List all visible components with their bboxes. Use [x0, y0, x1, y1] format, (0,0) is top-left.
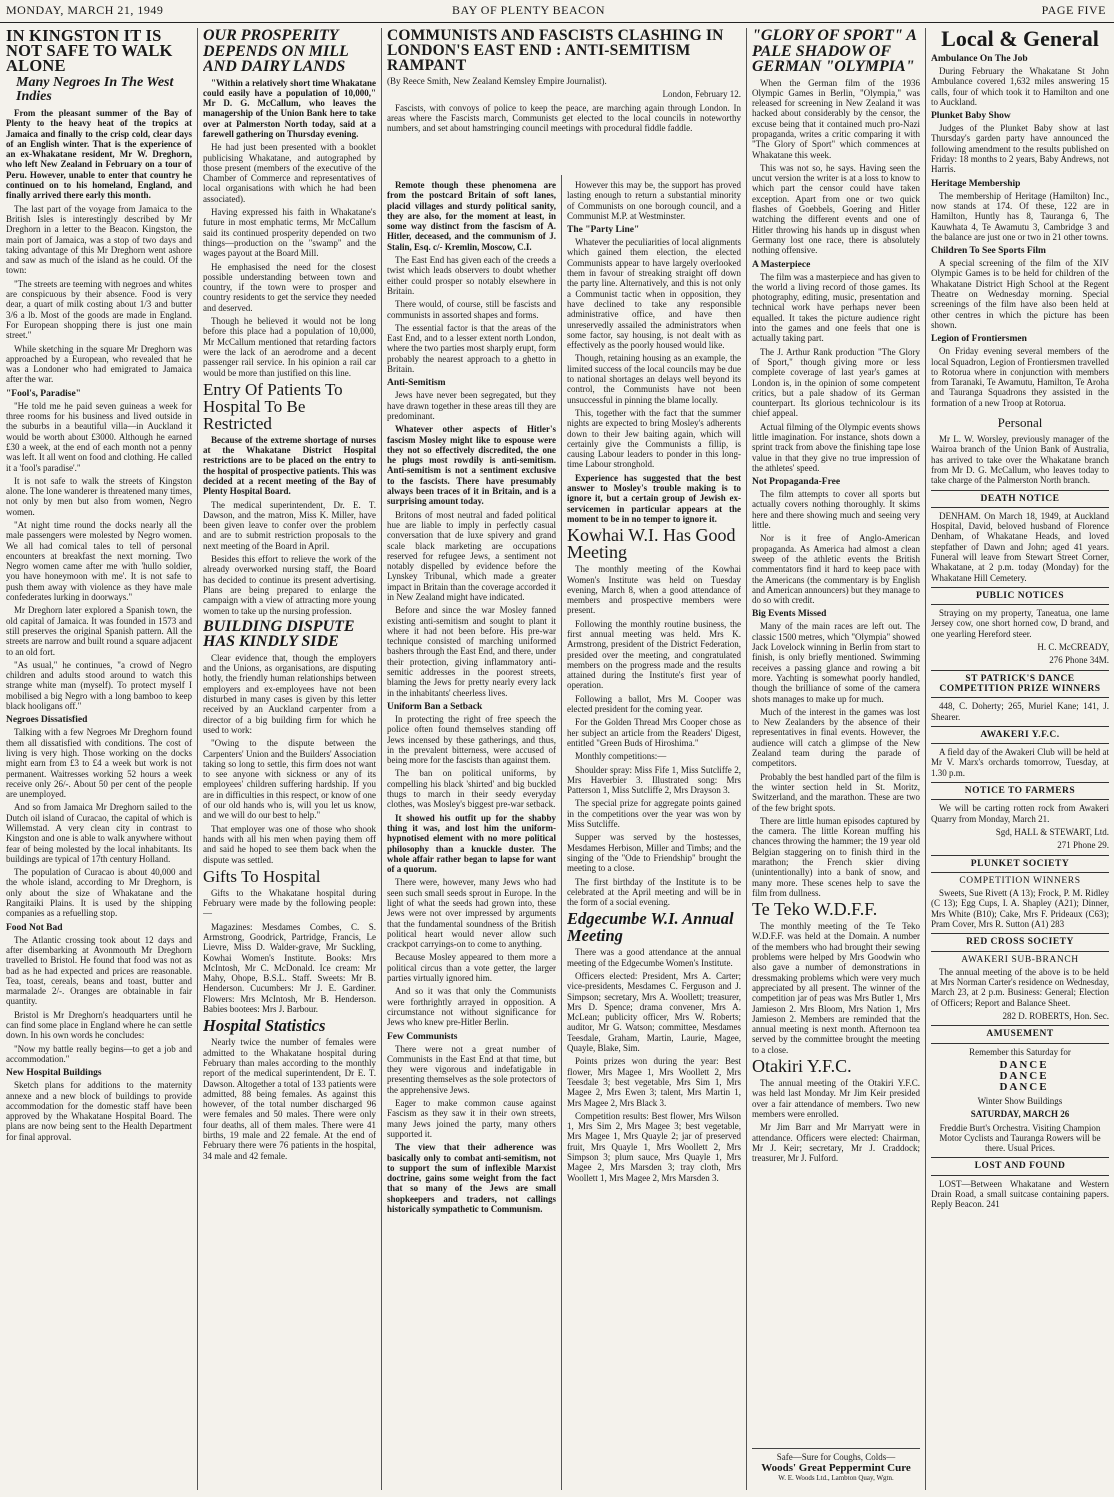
plunket-heading: PLUNKET SOCIETY — [931, 855, 1109, 873]
lead-paragraph: Remote though these phenomena are from the postcard Britain of soft lanes, placid villages and sturdy political sanity, they are also, for the moment at least, in some way distinct from the fascism of A. Hitler, deceased, and the communism of J. Stalin, Esq. c/- Kremlin, Moscow, C.I. — [387, 180, 556, 252]
intro-paragraph: Fascists, with convoys of police to keep the peace, are marching again through London. In areas where the Fascists march, Communists get elected to the local councils in noteworthy numbers, and set about hamstringing council meetings with procedural fiddle faddle. — [387, 102, 741, 134]
paragraph: The film attempts to cover all sports but actually covers nothing thoroughly. It skims here and there showing much and seeing very little. — [752, 489, 920, 531]
headline-kowhai: Kowhai W.I. Has Good Meeting — [567, 525, 736, 563]
paragraph: Clear evidence that, though the employers and the Unions, as organisations, are disputing hotly, the friendly human relationships between employers and ex-employees have not been disturbed in many cases is given by this letter received by an Auckland carpenter from a director of a big building firm for which he used to work: — [203, 652, 376, 735]
paragraph: The essential factor is that the areas of the East End, and to a lesser extent north London, where the two parties most sharply erupt, form probably the nearest approach to a ghetto in Britain. — [387, 322, 556, 375]
local-item-title: Ambulance On The Job — [931, 54, 1028, 64]
paragraph-group — [752, 272, 920, 474]
local-item-text: A special screening of the film of the XIV Olympic Games is to be held for children of the Whakatane District High School at the Regent Theatre on Wednesday morning. Special screenings of the film have also been held at other centres in which the picture has been shown. — [931, 258, 1109, 330]
section-heading: Negroes Dissatisfied — [6, 715, 88, 726]
paragraph: The film was a masterpiece and has given to the world a living record of those games. Its photography, editing, music, presentation and technical work have perhaps never been equalled. It takes the picture audience right into the games and one feels that one is actually taking part. — [752, 271, 920, 344]
paragraph: There were, however, many Jews who had seen such small seeds sprout in Europe. In the light of what the seeds had grown into, these Jews were not over impressed by arguments that the fundamental soundness of the British political heart would never allow such crackpot carryings-on to come to anything. — [387, 877, 556, 950]
paragraph-group — [752, 1078, 920, 1163]
paragraph: The medical superintendent, Dr. E. T. Dawson, and the matron, Miss K. Miller, have been given leave to confer over the problem and are to submit restriction proposals to the next meeting of the Board in April. — [203, 499, 376, 551]
paragraph: And so it was that only the Communists were forthrightly arrayed in opposition. A circumstance not without significance for Jews who knew pre-Hitler Berlin. — [387, 986, 556, 1028]
paragraph: Much of the interest in the games was lost to New Zealanders by the absence of their representatives in final events. However, the audience will catch a glimpse of the New Zealand team during the parade of competitors. — [752, 706, 920, 769]
local-item-text: Judges of the Plunket Baby show at last Thursday's garden party have announced the following amendment to the results published on Friday: 18 months to 2 years, Baby Andrews, not Harris. — [931, 123, 1109, 175]
headline-hospital-entry: Entry Of Patients To Hospital To Be Restricted — [203, 379, 343, 433]
headline-edgecumbe: Edgecumbe W.I. Annual Meeting — [567, 909, 734, 946]
paragraph-group — [203, 653, 376, 865]
paragraph: Following a ballot, Mrs M. Cooper was elected president for the coming year. — [567, 693, 741, 715]
red-cross-heading: RED CROSS SOCIETY — [931, 933, 1109, 951]
communists-header — [387, 28, 741, 176]
paragraph: When the German film of the 1936 Olympic Games in Berlin, "Olympia," was released for screening in New Zealand it was hacked about considerably by the censor, the excuse being that it contained much pro-Nazi propaganda, writes a critic comparing it with "The Glory of Sport" which commences at Whakatane this week. — [752, 77, 920, 160]
peppermint-cure-ad — [752, 1448, 920, 1482]
column-rule — [746, 28, 747, 1490]
paragraph-group — [387, 390, 556, 421]
paragraph-group — [387, 255, 556, 374]
paragraph: Nearly twice the number of females were admitted to the Whakatane hospital during February than males according to the monthly report of the medical superintendent, Dr E. T. Dawson. Altogether a total of 133 patients were admitted, 88 being females. As against this however, of the total number discharged 96 were females and 50 males. There were only four deaths, all of them males. There were 41 births, 19 male and 22 female. At the end of February there were 76 patients in the hospital, 34 male and 42 female. — [203, 1037, 376, 1161]
masthead — [0, 0, 1114, 23]
paragraph: "Now my battle really begins—to get a job and accommodation." — [6, 1043, 192, 1064]
paragraph-group — [6, 727, 192, 918]
amusement-date: SATURDAY, MARCH 26 — [970, 1109, 1070, 1120]
amusement-text: Freddie Burt's Orchestra. Visiting Champion Motor Cyclists and Tauranga Rowers will be there. Usual Prices. — [939, 1122, 1101, 1154]
paragraph: Jews have never been segregated, but they have drawn together in these areas till they are predominant. — [387, 390, 556, 421]
farmers-signature: Sgd, HALL & STEWART, Ltd. — [995, 826, 1109, 837]
headline-building-dispute: BUILDING DISPUTE HAS KINDLY SIDE — [203, 617, 355, 651]
red-cross-text: The annual meeting of the above is to be held at Mrs Norman Carter's residence on Wednesday, March 23, at 2 p.m. Business: General; Election of Officers; Report and Balance Sheet. — [931, 966, 1109, 1008]
paragraph: For the Golden Thread Mrs Cooper chose as her subject an article from the Readers' Digest, entitled "Green Buds of Hiroshima." — [567, 717, 741, 748]
paragraph-group — [203, 888, 376, 1015]
awakeri-heading: AWAKERI Y.F.C. — [931, 726, 1109, 744]
paragraph: Before and since the war Mosley fanned existing anti-semitism and sought to plant it where it had not been before. His pre-war technique consisted of marching uniformed bashers through the East End, and there, under their protection, giving inflammatory anti-semitic addresses in the poorest streets, blaming the Jews for pretty nearly every lack in the inhabitants' cheerless lives. — [387, 605, 556, 698]
headline-kingston: IN KINGSTON IT IS NOT SAFE TO WALK ALONE — [6, 28, 173, 75]
amusement-heading: AMUSEMENT — [931, 1025, 1109, 1043]
plunket-subheading: COMPETITION WINNERS — [959, 875, 1081, 886]
public-notice-ref: 276 Phone 34M. — [1049, 655, 1109, 666]
headline-prosperity: OUR PROSPERITY DEPENDS ON MILL AND DAIRY LANDS — [203, 28, 349, 75]
column-glory-of-sport — [752, 28, 920, 1440]
paragraph: That employer was one of those who shook hands with all his men when paying them off and said he hoped to see them back when the dispute was settled. — [203, 823, 376, 865]
paragraph: Points prizes won during the year: Best flower, Mrs Magee 1, Mrs Woollett 2, Mrs Teesdale 3; best vegetable, Mrs Sim 1, Mrs Magee 2, Mrs Ewen 3; talent, Mrs Martin 1, Mrs Magee 2, Mrs Black 3. — [567, 1056, 741, 1108]
paragraph: Supper was served by the hostesses, Mesdames Herbison, Miller and Timbs; and the singing of the "Ode to Friendship" brought the meeting to a close. — [567, 832, 741, 874]
lead-paragraph: "Within a relatively short time Whakatane could easily have a population of 10,000," Mr D. G. McCallum, who leaves the managership of the Union Bank here to take over at Palmerston North today, said at a farewell gathering on Thursday evening. — [203, 77, 376, 139]
paper-name: BAY OF PLENTY BEACON — [452, 3, 606, 17]
local-items — [931, 54, 1109, 408]
paragraph-group — [203, 1037, 376, 1161]
paragraph: While sketching in the square Mr Dreghorn was approached by a European, who revealed that he was a Londoner who had emigrated to Jamaica after the war. — [6, 343, 192, 385]
local-item-text: The membership of Heritage (Hamilton) Inc., now stands at 174. Of these, 122 are in Hamilton, Huntly has 8, Tauranga 6, The Kauwhata 4, Te Awamutu 3, Cambridge 3 and the balance are just one or two in 21 other towns. — [931, 190, 1109, 242]
paragraph-group — [6, 1080, 192, 1142]
paragraph: This was not so, he says. Having seen the uncut version the writer is at a loss to know to which part the censor could have taken exception. Apart from one or two quick flashes of Goebbels, Goering and Hitler watching the different events and one of Hitler throwing his hands up in disgust when Germany lost one race, there is absolutely nothing offensive. — [752, 162, 920, 256]
column-rule — [381, 28, 382, 1490]
paragraph: Mr Jim Barr and Mr Marryatt were in attendance. Officers were elected: Chairman, Mr J. Keir; secretary, Mr J. Craddock; treasurer, Mr J. Fulford. — [752, 1122, 920, 1164]
lost-found-text: LOST—Between Whakatane and Western Drain Road, a small suitcase containing papers. Reply Beacon. 241 — [931, 1178, 1109, 1210]
paragraph-group — [752, 489, 920, 605]
paragraph: Whatever the peculiarities of local alignments which gained them election, the elected Communists appear to have largely overlooked them in favour of streaking straight off down the party line. Alternatively, and this is not only a Communist tactic when in opposition, they have declined to take any responsible administrative office, and have then unreservedly assailed the administrators when some factor, say housing, is not dealt with as effectively as the poorly housed would like. — [567, 237, 741, 351]
paragraph-group — [567, 180, 741, 221]
paragraph-group — [6, 204, 192, 385]
paragraph: Monthly competitions:— — [575, 751, 667, 762]
column-local-general — [931, 28, 1109, 1490]
dance-prize-text: 448, C. Doherty; 265, Muriel Kane; 141, J. Shearer. — [931, 701, 1109, 722]
local-item-text: During February the Whakatane St John Ambulance covered 1,632 miles answering 15 calls, four of which took it to Hamilton and one to Auckland. — [931, 66, 1109, 107]
paragraph: The special prize for aggregate points gained in the competitions over the year was won by Miss Sutcliffe. — [567, 798, 741, 830]
paragraph: It is not safe to walk the streets of Kingston alone. The lone wanderer is threatened many times, not only by men but also from women, Negro women. — [6, 475, 192, 517]
lead-paragraph: It showed his outfit up for the shabby thing it was, and lost him the uniform-hypnotised element with no more political philosophy than a knuckle duster. The whole affair rather began to lapse for want of a quorum. — [387, 812, 556, 875]
awakeri-text: A field day of the Awakeri Club will be held at Mr V. Marx's orchards tomorrow, Tuesday, at 1.30 p.m. — [931, 747, 1109, 778]
paragraph: Talking with a few Negroes Mr Dreghorn found them all dissatisfied with conditions. The cost of living is very high. Those working on the docks might earn from £3 to £4 a week but work is not permanent. Waitresses working 52 hours a week receive only 26/-. About 50 per cent of the people are unemployed. — [6, 727, 192, 800]
headline-otakiri: Otakiri Y.F.C. — [752, 1056, 852, 1077]
column-rule — [197, 28, 198, 1490]
paragraph: There were not a great number of Communists in the East End at that time, but they were vigorous and indefatigable in presenting themselves as the sole protectors of the apprehensive Jews. — [387, 1043, 556, 1095]
section-heading: A Masterpiece — [752, 259, 811, 270]
local-item-title: Children To See Sports Film — [931, 246, 1046, 257]
paragraph: Gifts to the Whakatane hospital during February were made by the following people:— — [203, 887, 376, 919]
paragraph: "He told me he paid seven guineas a week for three rooms for his business and lived outside in the suburbs in a beautiful villa—in Auckland it would be worth about £3000. Although he earned £30 a week, at the end of each month not a penny was left. It all went on food and clothing. He called it a 'fool's paradise'." — [6, 400, 192, 473]
paragraph: Officers elected: President, Mrs A. Carter; vice-presidents, Mesdames C. Ferguson and J. Simpson; secretary, Mrs A. Woollett; treasurer, Mrs D. Spence; drama convener, Mrs A. McLean; publicity officer, Mrs W. Roberts; auditor, Mr G. Watson; committee, Mesdames Teesdale, Graham, Martin, Laurie, Magee, Quayle, Blake, Sim. — [567, 971, 741, 1054]
paragraph: Britons of most neutral and faded political hue are liable to imply in perfectly casual conversation that de luxe spivery and grand scale black marketing are occupations reserved for refugee Jews, a sentiment not notably dispelled by evidence before the Lynskey Tribunal, which made a greater impact in Britain than the coverage accorded it in New Zealand might have indicated. — [387, 509, 556, 602]
paragraph: The monthly meeting of the Te Teko W.D.F.F. was held at the Domain. A number of the members who had brought their sewing problems were helped by Mrs Goodwin who also gave a number of demonstrations in dressmaking problems which were very much appreciated by all present. The winner of the competition jar of peas was Mrs Butler 1, Mrs Jamieson 2. Mrs Bloom, Mrs Nation 1, Mrs Jamieson 2. Members are reminded that the annual meeting is next month. Afternoon tea served by the committee brought the meeting to a close. — [752, 921, 920, 1055]
dance-word: DANCE — [999, 1069, 1049, 1082]
dance-prize-heading: ST PATRICK'S DANCE COMPETITION PRIZE WINNERS — [931, 670, 1109, 699]
amusement-venue: Winter Show Buildings — [977, 1095, 1063, 1106]
paragraph-group — [6, 935, 192, 1065]
paragraph: Bristol is Mr Dreghorn's headquarters until he can find some place in England where he can settle down. In his own words he concludes: — [6, 1009, 192, 1041]
paragraph: Many of the main races are left out. The classic 1500 metres, which "Olympia" showed Jack Lovelock winning in Berlin from start to finish, is only briefly mentioned. Swimming receives a passing glance and rowing a bit more. Yachting is somewhat poorly handled, though the brilliance of some of the camera shots manages to make up for much. — [752, 621, 920, 704]
paragraph-group — [387, 714, 556, 810]
paragraph: Probably the best handled part of the film is the winter section held in St. Moritz, Switzerland, and the marathon. These are two of the few bright spots. — [752, 771, 920, 813]
red-cross-subheading: AWAKERI SUB-BRANCH — [961, 954, 1079, 965]
headline-hospital-stats: Hospital Statistics — [203, 1016, 326, 1036]
ad-maker: W. E. Woods Ltd., Lambton Quay, Wgtn. — [778, 1474, 894, 1482]
dance-word: DANCE — [999, 1058, 1049, 1071]
paragraph: The Atlantic crossing took about 12 days and after disembarking at Avonmouth Mr Dreghorn travelled to Bristol. He found that food was not as bad as he had expected and prices are reasonable. Tea, toast, cereals, beans and toast, butter and marmalade 2/-. Oranges are obtainable in fair quantity. — [6, 934, 192, 1007]
paragraph: Nor is it free of Anglo-American propaganda. As America had almost a clean sweep of the athletic events the British commentators find it hard to keep pace with the Americans (the commentary is by English and American announcers) but they manage to do so with credit. — [752, 533, 920, 606]
column-communists-2 — [567, 180, 741, 1490]
column-rule — [925, 28, 926, 1490]
column-rule — [561, 175, 562, 1490]
column-prosperity — [203, 28, 376, 1490]
amusement-intro: Remember this Saturday for — [969, 1046, 1071, 1057]
ad-product: Woods' Great Peppermint Cure — [761, 1462, 911, 1474]
paragraph: Magazines: Mesdames Combes, C. S. Armstrong, Goodrick, Partridge, Francis, Le Lievre, Miss D. Walder-grave, Mr Suckling, Kowhai Women's Institute. Books: Mrs McIntosh, Mr C. McDonald. Ice cream: Mr Mahy, Ohope, B.S.L. Staff. Sweets: Mr B. Henderson. Cucumbers: Mr J. E. Gardiner. Flowers: Mrs McIntosh, Mr B. Henderson. Babies bootees: Mrs J. Barbour. — [203, 921, 376, 1015]
paragraph: Shoulder spray: Miss Fife 1, Miss Sutcliffe 2, Mrs Haverbier 3. Illustrated song: Mrs Patterson 1, Miss Sutcliffe 2, Mrs Drayson 3. — [567, 764, 741, 796]
paragraph: The J. Arthur Rank production "The Glory of Sport," though giving more or less complete coverage of last year's games at London is, in the opinion of some competent critics, but a pale shadow of its German counterpart. Its glorious technicolour is its chief appeal. — [752, 346, 920, 419]
paragraph: The ban on political uniforms, by compelling his black 'shirted' and big buckled thugs to march in their seedy everyday clothes, was Mosley's biggest pre-war setback. — [387, 768, 556, 810]
dateline: London, February 12. — [662, 89, 741, 100]
section-heading: Few Communists — [387, 1031, 458, 1042]
local-item-text: On Friday evening several members of the local Squadron, Legion of Frontiersmen travelled to Rotorua where in conjunction with members from Taranaki, Te Awamutu, Hamilton, Te Aroha and Tauranga Squadrons they assisted in the formation of a new Troop at Rotorua. — [931, 346, 1109, 408]
section-heading: Uniform Ban a Setback — [387, 701, 483, 712]
farmers-ref: 271 Phone 29. — [1057, 840, 1109, 851]
farmers-heading: NOTICE TO FARMERS — [931, 782, 1109, 800]
paragraph-group — [752, 921, 920, 1055]
headline-te-teko: Te Teko W.D.F.F. — [752, 899, 878, 920]
lead-paragraph: Because of the extreme shortage of nurses at the Whakatane District Hospital restrictions are to be placed on the entry to the hospital of prospective patients. This was decided at a recent meeting of the Bay of Plenty Hospital Board. — [203, 434, 376, 497]
paragraph: The last part of the voyage from Jamaica to the British Isles is interestingly described by Mr Dreghorn in a letter to the Beacon. Kingston, the main port of Jamaica, was a stop of two days and taking advantage of this Mr Dreghorn went ashore and saw as much of the island as he could. Of the town: — [6, 203, 192, 276]
paragraph: There was a good attendance at the annual meeting of the Edgecumbe Women's Institute. — [567, 947, 741, 968]
public-notice-signature: H. C. McCREADY, — [1037, 642, 1109, 653]
local-item-title: Plunket Baby Show — [931, 111, 1011, 122]
plunket-text: Sweets, Sue Rivett (A 13); Frock, P. M. Ridley (C 13); Egg Cups, I. A. Shapley (A21); Dinner, Mrs White (B10); Cake, Mrs F. Prideaux (C63); Pram Cover, Mrs R. Sutton (A1) 283 — [931, 888, 1109, 929]
paragraph: Following the monthly routine business, the first annual meeting was held. Mrs K. Armstrong, president of the District Federation, presided over the meeting, and congratulated members on the progress made and the results attained during the Institute's first year of operation. — [567, 618, 741, 691]
paragraph: Mr Dreghorn later explored a Spanish town, the old capital of Jamaica. It was founded in 1573 and still preserves the original Spanish pattern. All the streets are narrow and built round a square adjacent to an old fort. — [6, 605, 192, 657]
paragraph: The monthly meeting of the Kowhai Women's Institute was held on Tuesday evening, March 8, when a good attendance of members and prospective members were present. — [567, 564, 741, 616]
paragraph: Sketch plans for additions to the maternity annexe and a new block of buildings to provide accommodation for the domestic staff have been approved by the Whakatane Hospital Board. The plans are now being sent to the Health Department for final approval. — [6, 1080, 192, 1142]
paragraph-group — [6, 401, 192, 712]
paragraph: The East End has given each of the creeds a twist which leads observers to doubt whether either could prosper so notably elsewhere in Britain. — [387, 255, 556, 296]
paragraph: There would, of course, still be fascists and communists in assorted shapes and forms. — [387, 299, 556, 320]
section-heading: Big Events Missed — [752, 609, 827, 620]
section-heading: The "Party Line" — [567, 225, 640, 236]
section-heading: Anti-Semitism — [387, 378, 446, 389]
column-communists-1 — [387, 180, 556, 1490]
paragraph-group — [752, 78, 920, 256]
paragraph: Though, retaining housing as an example, the limited success of the local councils may be due to national shortages an delays well beyond its control, the Communists have not been unsuccessful in pinning the blame locally. — [567, 353, 741, 405]
headline-gifts: Gifts To Hospital — [203, 866, 321, 886]
paragraph: "Owing to the dispute between the Carpenters' Union and the Builders' Association taking so long to settle, this firm does not want to see anyone with sickness or any of its employees' children suffering hardship. If you are in difficulties in this respect, or know of one of our old hands who is, will you let us know, and we will do our best to help." — [203, 738, 376, 821]
paragraph: Competition results: Best flower, Mrs Wilson 1, Mrs Sim 2, Mrs Magee 3; best vegetable, Mrs Magee 1, Mrs Quayle 2; jar of preserved fruit, Mrs Quayle 1, Mrs Woollett 2, Mrs Simpson 3; plum sauce, Mrs Quayle 1, Mrs Magee 2, Mrs Marsden 3; tray cloth, Mrs Woollett 1, Mrs Magee 2, Mrs Marsden 3. — [567, 1110, 741, 1183]
personal-text: Mr L. W. Worsley, previously manager of the Wairoa branch of the Union Bank of Australia, has arrived to take over the Whakatane branch from Mr D. G. McCallum, who leaves today to take charge of the Palmerston North branch. — [931, 434, 1109, 486]
public-notices-heading: PUBLIC NOTICES — [931, 587, 1109, 605]
paragraph: The population of Curacao is about 40,000 and the whole island, according to Mr Dreghorn, is only about the size of Whakatane and the Rangitaiki Plains. It is used by the shipping companies as a refuelling stop. — [6, 867, 192, 919]
lost-found-heading: LOST AND FOUND — [931, 1157, 1109, 1175]
paragraph: However this may be, the support has proved lasting enough to return a substantial minority of Communists on one borough council, and a Communist M.P. at Westminster. — [567, 180, 741, 221]
paragraph: Actual filming of the Olympic events shows little imagination. For instance, shots down a sprint track from above the finishing tape lose value in that they give no true impression of the athletes' speed. — [752, 421, 920, 473]
paragraph: "The streets are teeming with negroes and whites are conspicuous by their absence. Food is very dear, a quart of milk costing about 1/3 and butter 3/6 a lb. Most of the goods are made in England. For European shopping there is just one main street." — [6, 278, 192, 341]
headline-glory-of-sport: "GLORY OF SPORT" A PALE SHADOW OF GERMAN "OLYMPIA" — [752, 28, 917, 75]
paragraph: Besides this effort to relieve the work of the already overworked nursing staff, the Board has decided to continue its present advertising. Plans are being prepared to enlarge the campaign with a view of attracting more young women to take up the nursing profession. — [203, 554, 376, 616]
personal-heading: Personal — [997, 415, 1043, 431]
byline: (By Reece Smith, New Zealand Kemsley Empire Journalist). — [387, 76, 607, 86]
death-notice-heading: DEATH NOTICE — [931, 490, 1109, 508]
paragraph-group — [567, 237, 741, 470]
paragraph: This, together with the fact that the summer nights are expected to bring Mosley's adherents down to their Jew baiting again, which will certainly give the Communists a fillip, is causing Labour leaders to ponder in this long-time Labour stronghold. — [567, 407, 741, 470]
paragraph-group — [567, 947, 741, 1183]
local-item-title: Legion of Frontiersmen — [931, 334, 1027, 345]
paragraph: Though he believed it would not be long before this place had a population of 10,000, Mr McCallum mentioned that retarding factors were the lack of an aerodrome and a decent passenger rail service. In his opinion a rail car would be more than justified on this line. — [203, 316, 376, 378]
paragraph: There are little human episodes captured by the camera. The little Korean muffing his chances throwing the hammer; the 19 year old Belgian staggering on to finish third in the marathon; the French skier diving (unintentionally) into a bank of snow, and many more. These scenes help to save the film from dullness. — [752, 815, 920, 898]
headline-local-general: Local & General — [941, 28, 1099, 51]
lead-paragraph: Whatever other aspects of Hitler's fascism Mosley might like to espouse were they not so effectively discredited, the one he plugs most rowdily is anti-semitism. Anti-semitism is not a sentiment exclusive to the fascists. There have presumably always been traces of it in Britain, and is a surprising amount today. — [387, 424, 556, 507]
paragraph: In protecting the right of free speech the police often found themselves standing off Jews incensed by these gatherings, and thus, in the prevalent bitterness, were accused of being more for the fascists than against them. — [387, 713, 556, 766]
paragraph-group — [567, 564, 741, 907]
paragraph-group — [752, 621, 920, 898]
paragraph: He had just been presented with a booklet publicising Whakatane, and autographed by those present (members of the executive of the Chamber of Commerce and representatives of local organisations with which he had been associated). — [203, 142, 376, 204]
red-cross-signature: 282 D. ROBERTS, Hon. Sec. — [1002, 1011, 1109, 1022]
subhead-negroes: Many Negroes In The West Indies — [16, 75, 174, 104]
paragraph-group — [387, 1044, 556, 1140]
paragraph: "At night time round the docks nearly all the male passengers were molested by Negro women. We all had comical tales to tell of personal encounters at breakfast the next morning. Two Negro women came after me with 'hullo soldier, you have honeymoon with me'. It is not safe to push them away with violence as they have male confederates lurking in doorways." — [6, 519, 192, 603]
farmers-text: We will be carting rotten rock from Awakeri Quarry from Monday, March 21. — [931, 803, 1109, 824]
paragraph: Having expressed his faith in Whakatane's future in most emphatic terms, Mr McCallum said its continued prosperity depended on two things—production on the "swamp" and the wages payout at the Board Mill. — [203, 207, 376, 259]
section-heading: "Fool's, Paradise" — [6, 388, 81, 399]
paragraph-group — [203, 142, 376, 378]
paragraph-group — [387, 510, 556, 698]
column-kingston — [6, 28, 192, 1490]
section-heading: Food Not Bad — [6, 922, 63, 933]
paragraph-group — [203, 500, 376, 616]
paragraph: He emphasised the need for the closest possible understanding between town and country, if the town were to prosper and country residents to get the service they needed and deserved. — [203, 261, 376, 313]
paragraph: The first birthday of the Institute is to be celebrated at the April meeting and will be in the form of a social evening. — [567, 876, 741, 908]
lead-paragraph: The view that their adherence was basically only to combat anti-semitism, not to support the sum of inflexible Marxist doctrine, gains some weight from the fact that so many of the Jews are small shopkeepers and traders, not callings historically sympathetic to Communism. — [387, 1142, 556, 1215]
headline-communists: COMMUNISTS AND FASCISTS CLASHING IN LONDON'S EAST END : ANTI-SEMITISM RAMPANT — [387, 28, 724, 74]
page-number: PAGE FIVE — [1041, 3, 1106, 17]
section-heading: Not Propaganda-Free — [752, 477, 841, 488]
ad-tagline: Safe—Sure for Coughs, Colds— — [776, 1452, 896, 1462]
issue-date: MONDAY, MARCH 21, 1949 — [6, 3, 164, 17]
section-heading: New Hospital Buildings — [6, 1068, 102, 1079]
paragraph-group — [387, 877, 556, 1027]
lead-paragraph: From the pleasant summer of the Bay of Plenty to the heavy heat of the tropics at Jamaica and finally to the crisp cold, clear days of an English winter. That is the experience of an ex-Whakatane resident, Mr W. Dreghorn, who left New Zealand in February on a tour of Peru. However, unable to enter that country he continued on to his homeland, England, and finally arrived there early this month. — [6, 108, 192, 201]
paragraph: "As usual," he continues, "a crowd of Negro children and adults stood around to watch this strange white man (myself). To protect myself I mobilised a big Negro with a long bamboo to keep black hooligans off." — [6, 659, 192, 712]
paragraph: The annual meeting of the Otakiri Y.F.C. was held last Monday. Mr Jim Keir presided over a fair attendance of members. Two new members were enrolled. — [752, 1078, 920, 1119]
local-item-title: Heritage Membership — [931, 178, 1021, 189]
paragraph: Because Mosley appeared to them more a political circus than a vote getter, the larger parties virtually ignored him. — [387, 952, 556, 984]
public-notice-text: Straying on my property, Taneatua, one lame Jersey cow, one short horned cow, D brand, and one yearling Hereford steer. — [931, 608, 1109, 639]
death-notice-text: DENHAM. On March 18, 1949, at Auckland Hospital, David, beloved husband of Florence Denham, of Whakatane Heads, and loved stepfather of Dawn and John; aged 41 years. Funeral will leave from Stewart Street Corner, Whakatane, at 2 p.m. today (Monday) for the Whakatane Hill Cemetery. — [931, 510, 1109, 583]
dance-word: DANCE — [999, 1080, 1049, 1093]
paragraph: And so from Jamaica Mr Dreghorn sailed to the Dutch oil island of Curacao, the capital of which is Willemstad. A very clean city in contrast to Kingston and one is able to walk anywhere without fear of being molested by the local inhabitants. Its buildings are typical of 17th century Holland. — [6, 802, 192, 864]
lead-paragraph: Experience has suggested that the best answer to Mosley's trouble making is to ignore it, but a certain group of Jewish ex-servicemen in particular appears at the moment to be in no temper to ignore it. — [567, 472, 741, 524]
paragraph: Eager to make common cause against Fascism as they saw it in their own streets, many Jews joined the party, many others supported it. — [387, 1098, 556, 1139]
